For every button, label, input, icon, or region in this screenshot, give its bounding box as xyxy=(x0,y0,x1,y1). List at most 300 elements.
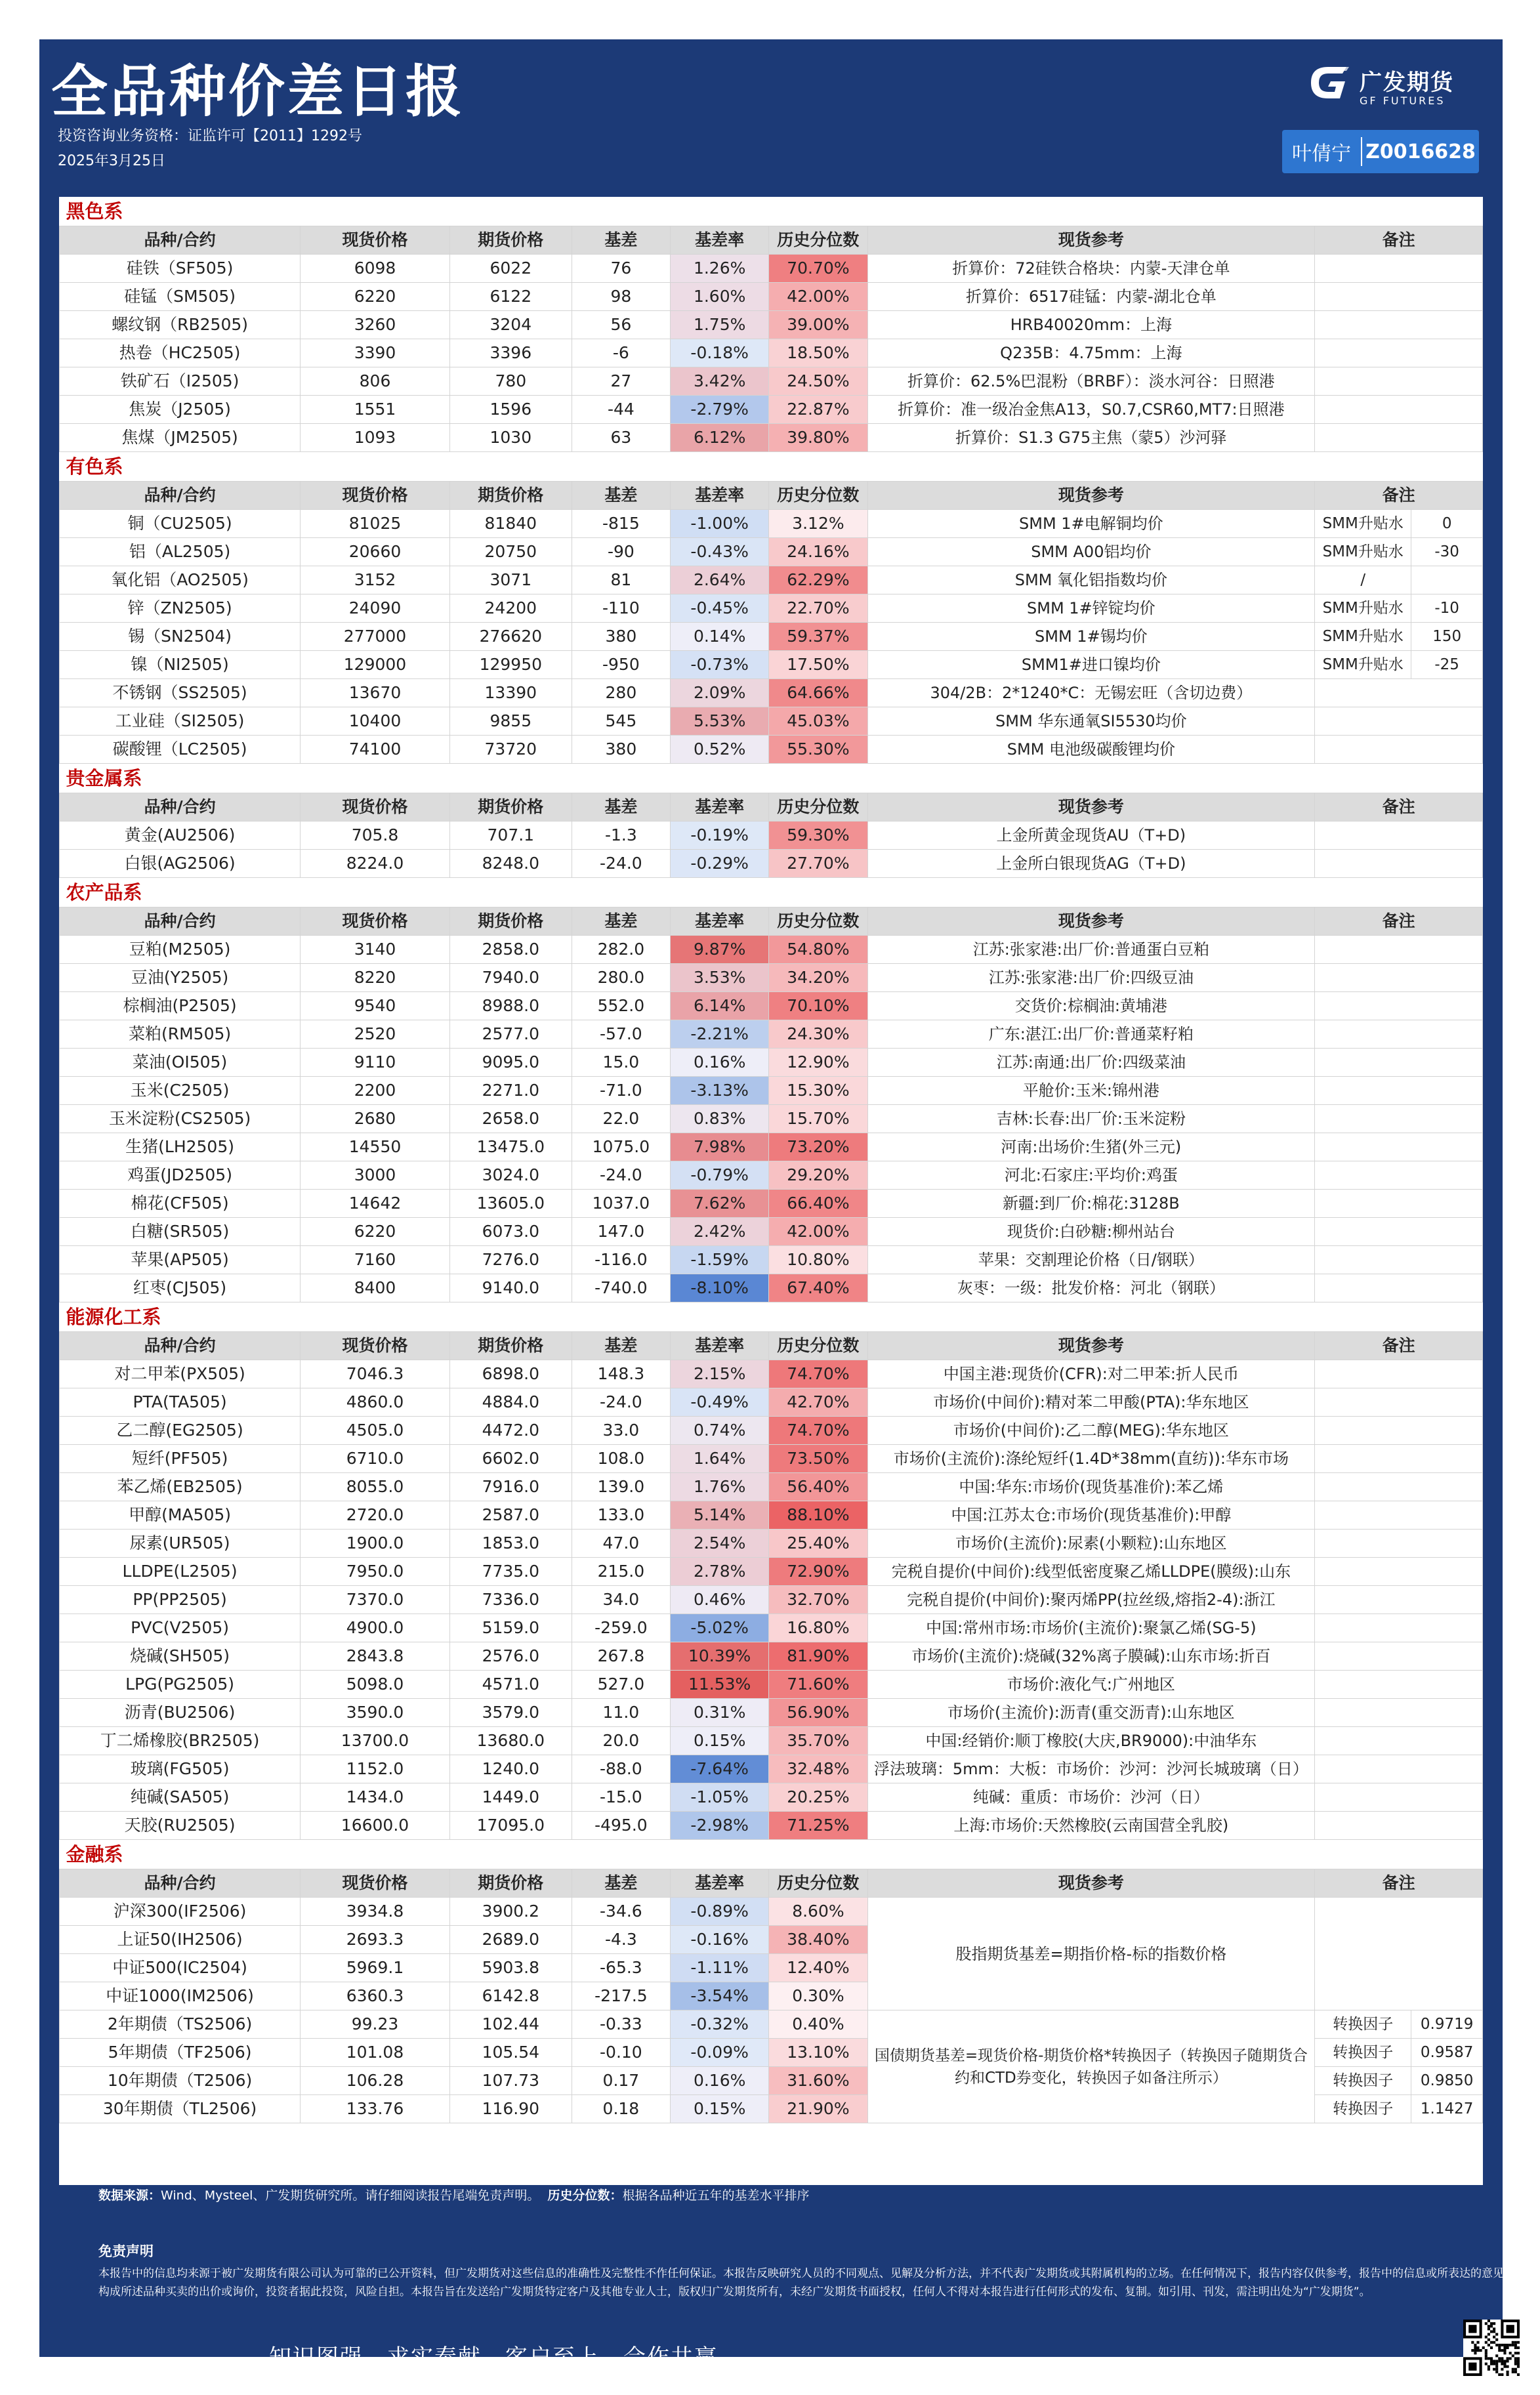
basis-value: 0.17 xyxy=(572,2067,670,2095)
spot-price: 8220 xyxy=(301,964,450,992)
table-row xyxy=(60,1671,1483,1699)
col-header-percentile: 历史分位数 xyxy=(769,907,867,936)
product-name: 天胶(RU2505) xyxy=(60,1812,301,1840)
table-row xyxy=(60,1445,1483,1473)
basis-rate: 11.53% xyxy=(671,1671,769,1699)
spot-price: 5969.1 xyxy=(301,1954,450,1982)
product-name: 尿素(UR505) xyxy=(60,1530,301,1558)
futures-price: 102.44 xyxy=(449,2010,572,2039)
table-row xyxy=(60,1812,1483,1840)
spot-price: 7950.0 xyxy=(301,1558,450,1586)
remarks xyxy=(1315,1246,1483,1274)
futures-price: 116.90 xyxy=(449,2095,572,2123)
col-header-spot-price: 现货价格 xyxy=(301,793,450,822)
basis-rate: 3.42% xyxy=(671,367,769,396)
basis-rate: -1.59% xyxy=(671,1246,769,1274)
history-percentile: 67.40% xyxy=(769,1274,867,1302)
spot-price: 6098 xyxy=(301,255,450,283)
table-row xyxy=(60,1755,1483,1783)
column-header-row xyxy=(60,226,1483,255)
basis-rate: 9.87% xyxy=(671,936,769,964)
table-row xyxy=(60,822,1483,850)
table-row xyxy=(60,311,1483,339)
basis-value: -259.0 xyxy=(572,1614,670,1642)
history-percentile: 20.25% xyxy=(769,1783,867,1812)
remarks xyxy=(1315,1699,1483,1727)
basis-rate: -2.98% xyxy=(671,1812,769,1840)
spot-reference: 上金所黄金现货AU（T+D) xyxy=(867,822,1315,850)
basis-value: -495.0 xyxy=(572,1812,670,1840)
product-name: 白银(AG2506) xyxy=(60,850,301,878)
remarks xyxy=(1315,1530,1483,1558)
table-row xyxy=(60,1642,1483,1671)
remark-label: 转换因子 xyxy=(1315,2039,1411,2067)
remarks xyxy=(1315,1274,1483,1302)
product-name: 乙二醇(EG2505) xyxy=(60,1417,301,1445)
product-name: 菜粕(RM505) xyxy=(60,1020,301,1049)
spot-price: 4900.0 xyxy=(301,1614,450,1642)
basis-rate: -7.64% xyxy=(671,1755,769,1783)
basis-value: -740.0 xyxy=(572,1274,670,1302)
spot-reference: SMM 1#电解铜均价 xyxy=(867,510,1315,538)
product-name: 锡（SN2504) xyxy=(60,623,301,651)
spot-reference: 市场价(主流价):沥青(重交沥青):山东地区 xyxy=(867,1699,1315,1727)
percentile-label: 历史分位数： xyxy=(547,2188,623,2203)
basis-rate: 7.98% xyxy=(671,1133,769,1161)
futures-price: 13605.0 xyxy=(449,1190,572,1218)
remarks xyxy=(1315,1898,1483,2010)
futures-price: 7735.0 xyxy=(449,1558,572,1586)
table-row xyxy=(60,1049,1483,1077)
spot-reference: 中国:经销价:顺丁橡胶(大庆,BR9000):中油华东 xyxy=(867,1727,1315,1755)
spot-reference: 折算价：准一级冶金焦A13，S0.7,CSR60,MT7:日照港 xyxy=(867,396,1315,424)
history-percentile: 73.50% xyxy=(769,1445,867,1473)
history-percentile: 22.87% xyxy=(769,396,867,424)
spot-price: 2520 xyxy=(301,1020,450,1049)
table-row xyxy=(60,1388,1483,1417)
remarks xyxy=(1315,1558,1483,1586)
basis-rate: 0.83% xyxy=(671,1105,769,1133)
product-name: 白糖(SR505) xyxy=(60,1218,301,1246)
spot-price: 20660 xyxy=(301,538,450,566)
basis-rate: 0.16% xyxy=(671,1049,769,1077)
basis-value: -57.0 xyxy=(572,1020,670,1049)
history-percentile: 16.80% xyxy=(769,1614,867,1642)
col-header-spot-reference: 现货参考 xyxy=(867,1869,1315,1898)
spot-reference: 市场价:液化气:广州地区 xyxy=(867,1671,1315,1699)
spot-price: 81025 xyxy=(301,510,450,538)
product-name: 苹果(AP505) xyxy=(60,1246,301,1274)
product-name: 豆油(Y2505) xyxy=(60,964,301,992)
basis-rate: 1.64% xyxy=(671,1445,769,1473)
remarks xyxy=(1315,339,1483,367)
product-name: 2年期债（TS2506) xyxy=(60,2010,301,2039)
basis-value: 282.0 xyxy=(572,936,670,964)
product-name: 棉花(CF505) xyxy=(60,1190,301,1218)
report-frame xyxy=(39,39,1526,2393)
remark-label: SMM升贴水 xyxy=(1315,594,1411,623)
futures-price: 6073.0 xyxy=(449,1218,572,1246)
remarks xyxy=(1315,1105,1483,1133)
futures-price: 2689.0 xyxy=(449,1926,572,1954)
basis-rate: -5.02% xyxy=(671,1614,769,1642)
basis-value: 15.0 xyxy=(572,1049,670,1077)
remark-label: / xyxy=(1315,566,1411,594)
col-header-product: 品种/合约 xyxy=(60,226,301,255)
spot-price: 705.8 xyxy=(301,822,450,850)
history-percentile: 81.90% xyxy=(769,1642,867,1671)
futures-price: 20750 xyxy=(449,538,572,566)
col-header-basis-rate: 基差率 xyxy=(671,1869,769,1898)
futures-price: 9095.0 xyxy=(449,1049,572,1077)
spot-reference: 交货价:棕榈油:黄埔港 xyxy=(867,992,1315,1020)
basis-rate: -0.79% xyxy=(671,1161,769,1190)
remark-value: 0.9719 xyxy=(1411,2010,1483,2039)
spot-reference: 河南:出场价:生猪(外三元) xyxy=(867,1133,1315,1161)
futures-price: 107.73 xyxy=(449,2067,572,2095)
history-percentile: 12.90% xyxy=(769,1049,867,1077)
spot-reference: 市场价(主流价):尿素(小颗粒):山东地区 xyxy=(867,1530,1315,1558)
basis-rate: -0.89% xyxy=(671,1898,769,1926)
report-header xyxy=(39,39,1503,197)
spot-reference: 上金所白银现货AG（T+D) xyxy=(867,850,1315,878)
remarks xyxy=(1315,679,1483,707)
remark-label: SMM升贴水 xyxy=(1315,651,1411,679)
spot-price: 806 xyxy=(301,367,450,396)
history-percentile: 27.70% xyxy=(769,850,867,878)
basis-value: -34.6 xyxy=(572,1898,670,1926)
spot-price: 1551 xyxy=(301,396,450,424)
remarks xyxy=(1315,964,1483,992)
col-header-futures-price: 期货价格 xyxy=(449,1332,572,1360)
disclaimer-heading: 免责声明 xyxy=(98,2243,154,2259)
remarks xyxy=(1315,1049,1483,1077)
basis-value: -6 xyxy=(572,339,670,367)
col-header-spot-price: 现货价格 xyxy=(301,1332,450,1360)
col-header-futures-price: 期货价格 xyxy=(449,482,572,510)
history-percentile: 13.10% xyxy=(769,2039,867,2067)
basis-rate: -0.43% xyxy=(671,538,769,566)
wechat-qr-code[interactable] xyxy=(1463,2320,1520,2376)
futures-price: 780 xyxy=(449,367,572,396)
futures-price: 5159.0 xyxy=(449,1614,572,1642)
table-row xyxy=(60,1530,1483,1558)
basis-rate: 2.15% xyxy=(671,1360,769,1388)
remark-label: SMM升贴水 xyxy=(1315,623,1411,651)
table-row xyxy=(60,936,1483,964)
basis-rate: 1.76% xyxy=(671,1473,769,1501)
table-row xyxy=(60,367,1483,396)
company-slogan: 知识图强，求实奉献，客户至上，合作共赢 xyxy=(269,2344,718,2371)
col-header-spot-price: 现货价格 xyxy=(301,482,450,510)
futures-price: 1596 xyxy=(449,396,572,424)
product-name: 生猪(LH2505) xyxy=(60,1133,301,1161)
analyst-id: Z0016628 xyxy=(1365,140,1476,163)
basis-rate: -3.54% xyxy=(671,1982,769,2010)
col-header-spot-reference: 现货参考 xyxy=(867,907,1315,936)
spot-reference: 折算价：62.5%巴混粉（BRBF）：淡水河谷：日照港 xyxy=(867,367,1315,396)
remarks xyxy=(1315,311,1483,339)
spot-price: 3152 xyxy=(301,566,450,594)
futures-price: 129950 xyxy=(449,651,572,679)
table-row xyxy=(60,1699,1483,1727)
futures-price: 13680.0 xyxy=(449,1727,572,1755)
product-name: 豆粕(M2505) xyxy=(60,936,301,964)
remark-label: SMM升贴水 xyxy=(1315,538,1411,566)
futures-price: 5903.8 xyxy=(449,1954,572,1982)
spot-reference: 纯碱：重质：市场价：沙河（日） xyxy=(867,1783,1315,1812)
futures-price: 1030 xyxy=(449,424,572,452)
product-name: LLDPE(L2505) xyxy=(60,1558,301,1586)
futures-price: 6602.0 xyxy=(449,1445,572,1473)
futures-price: 4472.0 xyxy=(449,1417,572,1445)
product-name: 锌（ZN2505) xyxy=(60,594,301,623)
basis-value: -110 xyxy=(572,594,670,623)
spot-reference: 苹果：交割理论价格（日/钢联） xyxy=(867,1246,1315,1274)
table-row xyxy=(60,1417,1483,1445)
basis-rate: 1.60% xyxy=(671,283,769,311)
col-header-percentile: 历史分位数 xyxy=(769,1869,867,1898)
futures-price: 8988.0 xyxy=(449,992,572,1020)
spot-reference: 完税自提价(中间价):聚丙烯PP(拉丝级,熔指2-4):浙江 xyxy=(867,1586,1315,1614)
remarks xyxy=(1315,1501,1483,1530)
basis-rate: 0.14% xyxy=(671,623,769,651)
disclaimer-text: 本报告中的信息均来源于被广发期货有限公司认为可靠的已公开资料，但广发期货对这些信息的准确性及完整性不作任何保证。本报告反映研究人员的不同观点、见解及分析方法，并不代表广发期货或其附属机构的立场。在任何情况下，报告内容仅供参考，报告中的信息或所表达的意见并不构成所述品种买卖的出价或询价，投资者据此投资，风险自担。本报告旨在发送给广发期货特定客户及其他专业人士，版权归广发期货所有，未经广发期货书面授权，任何人不得对本报告进行任何形式的发布、复制。如引用、刊发，需注明出处为“广发期货”。 xyxy=(98,2267,1526,2299)
history-percentile: 21.90% xyxy=(769,2095,867,2123)
basis-value: 47.0 xyxy=(572,1530,670,1558)
spot-price: 1900.0 xyxy=(301,1530,450,1558)
product-name: PVC(V2505) xyxy=(60,1614,301,1642)
basis-value: 280.0 xyxy=(572,964,670,992)
basis-value: 545 xyxy=(572,707,670,736)
history-percentile: 10.80% xyxy=(769,1246,867,1274)
futures-price: 105.54 xyxy=(449,2039,572,2067)
spot-price: 6220 xyxy=(301,283,450,311)
futures-price: 1853.0 xyxy=(449,1530,572,1558)
futures-price: 1240.0 xyxy=(449,1755,572,1783)
spot-reference: 中国:华东:市场价(现货基准价):苯乙烯 xyxy=(867,1473,1315,1501)
basis-rate: -0.32% xyxy=(671,2010,769,2039)
percentile-note: 根据各品种近五年的基差水平排序 xyxy=(622,2188,810,2203)
futures-price: 4884.0 xyxy=(449,1388,572,1417)
history-percentile: 0.40% xyxy=(769,2010,867,2039)
remarks xyxy=(1315,1783,1483,1812)
product-name: LPG(PG2505) xyxy=(60,1671,301,1699)
remark-value: 0 xyxy=(1411,510,1483,538)
product-name: 烧碱(SH505) xyxy=(60,1642,301,1671)
basis-rate: 1.75% xyxy=(671,311,769,339)
section-title-row xyxy=(60,197,1483,226)
basis-rate: -1.05% xyxy=(671,1783,769,1812)
remarks xyxy=(1315,1755,1483,1783)
remark-value xyxy=(1411,566,1483,594)
product-name: 对二甲苯(PX505) xyxy=(60,1360,301,1388)
basis-value: -24.0 xyxy=(572,850,670,878)
basis-rate: 2.54% xyxy=(671,1530,769,1558)
col-header-basis-rate: 基差率 xyxy=(671,1332,769,1360)
spot-reference: 完税自提价(中间价):线型低密度聚乙烯LLDPE(膜级):山东 xyxy=(867,1558,1315,1586)
remarks xyxy=(1315,1388,1483,1417)
spot-price: 2680 xyxy=(301,1105,450,1133)
product-name: 热卷（HC2505) xyxy=(60,339,301,367)
spot-price: 3260 xyxy=(301,311,450,339)
basis-value: 147.0 xyxy=(572,1218,670,1246)
history-percentile: 70.10% xyxy=(769,992,867,1020)
futures-price: 3900.2 xyxy=(449,1898,572,1926)
product-name: 短纤(PF505) xyxy=(60,1445,301,1473)
basis-value: -0.10 xyxy=(572,2039,670,2067)
table-row xyxy=(60,1898,1483,1926)
spot-price: 2200 xyxy=(301,1077,450,1105)
col-header-remarks: 备注 xyxy=(1315,793,1483,822)
spot-reference: 河北:石家庄:平均价:鸡蛋 xyxy=(867,1161,1315,1190)
futures-price: 2271.0 xyxy=(449,1077,572,1105)
spot-price: 6710.0 xyxy=(301,1445,450,1473)
remarks xyxy=(1315,992,1483,1020)
section-title-row xyxy=(60,878,1483,907)
history-percentile: 24.50% xyxy=(769,367,867,396)
history-percentile: 29.20% xyxy=(769,1161,867,1190)
col-header-percentile: 历史分位数 xyxy=(769,793,867,822)
history-percentile: 66.40% xyxy=(769,1190,867,1218)
col-header-product: 品种/合约 xyxy=(60,1869,301,1898)
logo-text-en: GF FUTURES xyxy=(1360,94,1446,107)
remarks xyxy=(1315,1614,1483,1642)
col-header-remarks: 备注 xyxy=(1315,1332,1483,1360)
spot-reference: SMM 氧化铝指数均价 xyxy=(867,566,1315,594)
col-header-product: 品种/合约 xyxy=(60,482,301,510)
basis-rate: -1.11% xyxy=(671,1954,769,1982)
basis-table xyxy=(59,197,1483,2123)
product-name: 玉米淀粉(CS2505) xyxy=(60,1105,301,1133)
product-name: 焦炭（J2505) xyxy=(60,396,301,424)
history-percentile: 24.30% xyxy=(769,1020,867,1049)
col-header-spot-reference: 现货参考 xyxy=(867,226,1315,255)
spot-price: 4505.0 xyxy=(301,1417,450,1445)
table-row xyxy=(60,1218,1483,1246)
col-header-futures-price: 期货价格 xyxy=(449,226,572,255)
futures-price: 276620 xyxy=(449,623,572,651)
history-percentile: 38.40% xyxy=(769,1926,867,1954)
history-percentile: 55.30% xyxy=(769,736,867,764)
spot-reference: 折算价：6517硅锰：内蒙-湖北仓单 xyxy=(867,283,1315,311)
basis-rate: -0.73% xyxy=(671,651,769,679)
table-row xyxy=(60,1161,1483,1190)
remark-value: 0.9850 xyxy=(1411,2067,1483,2095)
product-name: 焦煤（JM2505) xyxy=(60,424,301,452)
basis-rate: -0.09% xyxy=(671,2039,769,2067)
spot-price: 3000 xyxy=(301,1161,450,1190)
product-name: 铝（AL2505) xyxy=(60,538,301,566)
basis-rate: -1.00% xyxy=(671,510,769,538)
history-percentile: 34.20% xyxy=(769,964,867,992)
table-row xyxy=(60,594,1483,623)
remark-value: -25 xyxy=(1411,651,1483,679)
spot-price: 2843.8 xyxy=(301,1642,450,1671)
futures-price: 9140.0 xyxy=(449,1274,572,1302)
basis-rate: 2.42% xyxy=(671,1218,769,1246)
remarks xyxy=(1315,1473,1483,1501)
history-percentile: 12.40% xyxy=(769,1954,867,1982)
remarks xyxy=(1315,424,1483,452)
col-header-basis: 基差 xyxy=(572,226,670,255)
futures-price: 8248.0 xyxy=(449,850,572,878)
spot-price: 13700.0 xyxy=(301,1727,450,1755)
table-row xyxy=(60,424,1483,452)
basis-rate: -0.18% xyxy=(671,339,769,367)
remarks xyxy=(1315,1360,1483,1388)
remarks xyxy=(1315,1445,1483,1473)
spot-reference: 折算价：72硅铁合格块：内蒙-天津仓单 xyxy=(867,255,1315,283)
basis-value: 56 xyxy=(572,311,670,339)
futures-price: 13390 xyxy=(449,679,572,707)
col-header-product: 品种/合约 xyxy=(60,1332,301,1360)
remark-value: -10 xyxy=(1411,594,1483,623)
basis-value: 552.0 xyxy=(572,992,670,1020)
basis-rate: 7.62% xyxy=(671,1190,769,1218)
basis-rate: 2.78% xyxy=(671,1558,769,1586)
history-percentile: 71.60% xyxy=(769,1671,867,1699)
remarks xyxy=(1315,1417,1483,1445)
col-header-basis-rate: 基差率 xyxy=(671,793,769,822)
spot-reference: SMM1#进口镍均价 xyxy=(867,651,1315,679)
qr-code-icon xyxy=(1463,2320,1520,2376)
basis-value: 1037.0 xyxy=(572,1190,670,1218)
col-header-spot-reference: 现货参考 xyxy=(867,793,1315,822)
product-name: 黄金(AU2506) xyxy=(60,822,301,850)
basis-value: -65.3 xyxy=(572,1954,670,1982)
futures-price: 3396 xyxy=(449,339,572,367)
product-name: 苯乙烯(EB2505) xyxy=(60,1473,301,1501)
report-body xyxy=(59,197,1483,2185)
remarks xyxy=(1315,1161,1483,1190)
logo-text-cn: 广发期货 xyxy=(1360,70,1454,96)
spot-reference: Q235B：4.75mm：上海 xyxy=(867,339,1315,367)
table-row xyxy=(60,1077,1483,1105)
history-percentile: 54.80% xyxy=(769,936,867,964)
spot-price: 6360.3 xyxy=(301,1982,450,2010)
basis-value: -88.0 xyxy=(572,1755,670,1783)
license-text: 投资咨询业务资格：证监许可【2011】1292号 xyxy=(58,128,362,144)
basis-value: -116.0 xyxy=(572,1246,670,1274)
spot-reference: 中国:常州市场:市场价(主流价):聚氯乙烯(SG-5) xyxy=(867,1614,1315,1642)
table-row xyxy=(60,1727,1483,1755)
spot-reference: 国债期货基差=现货价格-期货价格*转换因子（转换因子随期货合约和CTD券变化，转换因子如备注所示） xyxy=(867,2010,1315,2123)
basis-rate: 0.46% xyxy=(671,1586,769,1614)
basis-rate: 10.39% xyxy=(671,1642,769,1671)
history-percentile: 42.00% xyxy=(769,283,867,311)
history-percentile: 62.29% xyxy=(769,566,867,594)
spot-reference: 浮法玻璃：5mm：大板：市场价：沙河：沙河长城玻璃（日） xyxy=(867,1755,1315,1783)
col-header-spot-price: 现货价格 xyxy=(301,1869,450,1898)
product-name: 5年期债（TF2506) xyxy=(60,2039,301,2067)
basis-rate: 6.14% xyxy=(671,992,769,1020)
column-header-row xyxy=(60,793,1483,822)
section-title: 贵金属系 xyxy=(60,764,1483,793)
table-row xyxy=(60,707,1483,736)
futures-price: 9855 xyxy=(449,707,572,736)
product-name: 镍（NI2505) xyxy=(60,651,301,679)
product-name: 纯碱(SA505) xyxy=(60,1783,301,1812)
section-title: 黑色系 xyxy=(60,197,1483,226)
product-name: 硅铁（SF505) xyxy=(60,255,301,283)
col-header-remarks: 备注 xyxy=(1315,1869,1483,1898)
table-row xyxy=(60,679,1483,707)
product-name: 沥青(BU2506) xyxy=(60,1699,301,1727)
futures-price: 6122 xyxy=(449,283,572,311)
basis-rate: 0.15% xyxy=(671,2095,769,2123)
basis-value: 380 xyxy=(572,623,670,651)
